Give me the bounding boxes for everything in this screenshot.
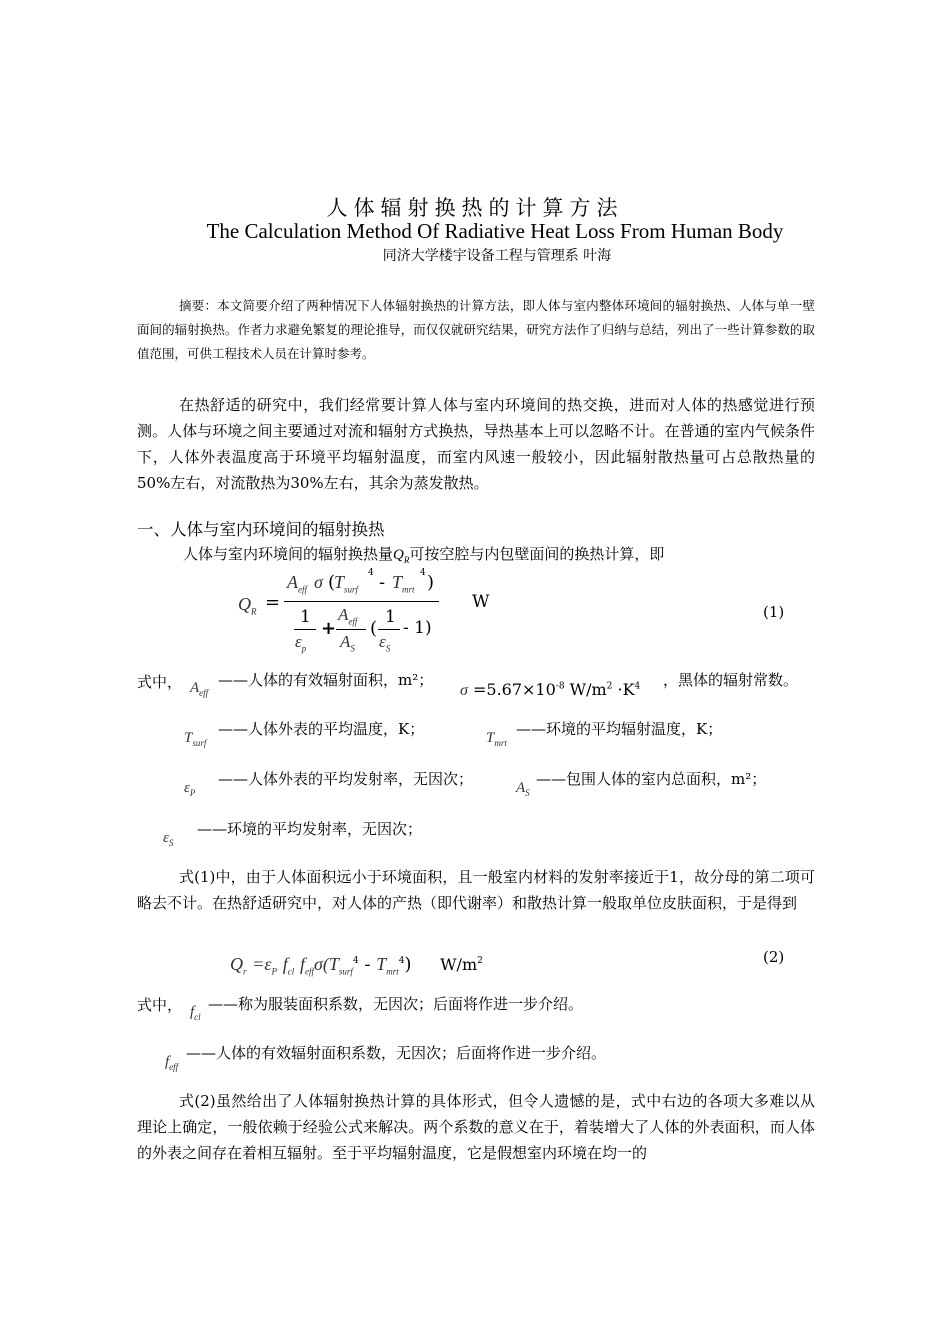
author-line: 同济大学楼宇设备工程与管理系 叶海 xyxy=(382,248,612,264)
eq1-den-minus-one: - 1) xyxy=(403,618,432,638)
intro-paragraph: 在热舒适的研究中，我们经常要计算人体与室内环境间的热交换，进而对人体的热感觉进行预测。人体与环境之间主要通过对流和辐射方式换热，导热基本上可以忽略不计。在普通的室内气候条件下，人体外表温度高于环境平均辐射温度，而室内风速一般较小，因此辐射散热量可占总散热量的50%左右，对流散热为30%左右，其余为蒸发散热。 xyxy=(137,396,815,492)
lead-symbol: Q xyxy=(393,547,404,563)
abstract: 摘要：本文简要介绍了两种情况下人体辐射换热的计算方法，即人体与室内整体环境间的辐射换热、人体与单一壁面间的辐射换热。作者力求避免繁复的理论推导，而仅仅就研究结果，研究方法作了归纳与总结，列出了一些计算参数的取值范围，可供工程技术人员在计算时参考。 xyxy=(137,298,815,361)
eq1-num-t1: $T_{surf}$ xyxy=(334,572,359,595)
desc-f-cl: ——称为服装面积系数，无因次；后面将作进一步介绍。 xyxy=(208,995,584,1013)
eq1-den-bar-1 xyxy=(294,629,316,630)
eq2-body: $Q_r =\varepsilon_P$ $f_{cl}$ $f_{eff}\sigma(T_{surf}^4 - T_{mrt}^4)$ $W/m^2$ xyxy=(230,954,483,977)
eq1-unit: W xyxy=(472,592,490,612)
lead-text-b: 可按空腔与内包壁面间的换热计算，即 xyxy=(409,545,665,563)
eq1-paren-open: ( xyxy=(328,572,336,593)
sigma-value: $\sigma =5.67\times 10^{-8}$ $W/m^2 \cdot K^4$ xyxy=(460,680,641,699)
sym-a-s: $A_S$ xyxy=(516,780,530,798)
eq1-den-one: 1 xyxy=(300,607,311,627)
sym-f-cl: $f_{cl}$ xyxy=(190,1004,201,1022)
sym-a-eff: $A_{eff}$ xyxy=(190,680,209,698)
sym-eps-p: $\varepsilon_P$ xyxy=(184,780,196,798)
section-heading: 一、人体与室内环境间的辐射换热 xyxy=(137,520,385,539)
section-lead xyxy=(183,543,664,565)
desc-eps-p: ——人体外表的平均发射率，无因次； xyxy=(218,770,474,788)
title-chinese: 人体辐射换热的计算方法 xyxy=(326,196,624,220)
eq1-num-a: $A_{eff}$ xyxy=(287,572,307,595)
title-english: The Calculation Method Of Radiative Heat Loss From Human Body xyxy=(206,219,784,243)
lead-text-a: 人体与室内环境间的辐射换热量 xyxy=(183,545,394,563)
where-lead-2: 式中， xyxy=(137,996,183,1014)
desc-t-surf: ——人体外表的平均温度，K； xyxy=(218,720,425,738)
eq1-number: (1) xyxy=(763,603,785,621)
eq1-pow-1: 4 xyxy=(368,568,374,578)
eq1-den-eps-s: $\varepsilon_S$ xyxy=(379,632,391,654)
eq1-equals: = xyxy=(265,592,281,613)
eq1-den-a-eff: $A_{eff}$ xyxy=(338,605,358,627)
eq1-minus: - xyxy=(379,572,386,593)
eq1-fraction-bar xyxy=(284,601,439,602)
paragraph-after-eq1: 式(1)中，由于人体面积远小于环境面积，且一般室内材料的发射率接近于1，故分母的第二项可略去不计。在热舒适研究中，对人体的产热（即代谢率）和散热计算一般取单位皮肤面积，于是得到 xyxy=(137,868,815,912)
desc-a-eff: ——人体的有效辐射面积，m²； xyxy=(218,671,434,689)
desc-f-eff: ——人体的有效辐射面积系数，无因次；后面将作进一步介绍。 xyxy=(186,1044,607,1062)
desc-a-s: ——包围人体的室内总面积，m²； xyxy=(536,770,767,788)
eq2-number: (2) xyxy=(763,948,785,966)
sym-t-mrt: $T_{mrt}$ xyxy=(486,730,507,748)
sym-eps-s: $\varepsilon_S$ xyxy=(163,830,174,848)
eq1-pow-2: 4 xyxy=(420,568,426,578)
eq1-den-a-s: $A_S$ xyxy=(340,632,355,654)
eq1-paren-close: ) xyxy=(427,572,435,593)
eq1-den-bar-3 xyxy=(378,629,400,630)
eq1-num-t2: $T_{mrt}$ xyxy=(392,572,415,595)
eq1-den-one-2: 1 xyxy=(385,607,396,627)
desc-sigma: ，黑体的辐射常数。 xyxy=(663,671,799,689)
eq1-plus: + xyxy=(321,618,337,639)
desc-t-mrt: ——环境的平均辐射温度，K； xyxy=(516,720,723,738)
desc-eps-s: ——环境的平均发射率，无因次； xyxy=(197,820,423,838)
eq1-den-paren-open: ( xyxy=(370,618,378,639)
eq1-num-sigma: σ xyxy=(314,572,323,592)
paragraph-last: 式(2)虽然给出了人体辐射换热计算的具体形式，但令人遗憾的是，式中右边的各项大多难以从理论上确定，一般依赖于经验公式来解决。两个系数的意义在于，着装增大了人体的外表面积，而人体的外表之间存在着相互辐射。至于平均辐射温度，它是假想室内环境在均一的 xyxy=(137,1092,815,1162)
where-lead-1: 式中， xyxy=(137,673,183,691)
eq1-den-bar-2 xyxy=(336,629,366,630)
sym-t-surf: $T_{surf}$ xyxy=(184,730,207,748)
sym-f-eff: $f_{eff}$ xyxy=(165,1054,179,1072)
lead-symbol-sub: R xyxy=(403,555,410,565)
eq1-den-eps-p: $\varepsilon_p$ xyxy=(295,632,307,654)
eq1-lhs: $Q_R$ xyxy=(238,594,257,617)
